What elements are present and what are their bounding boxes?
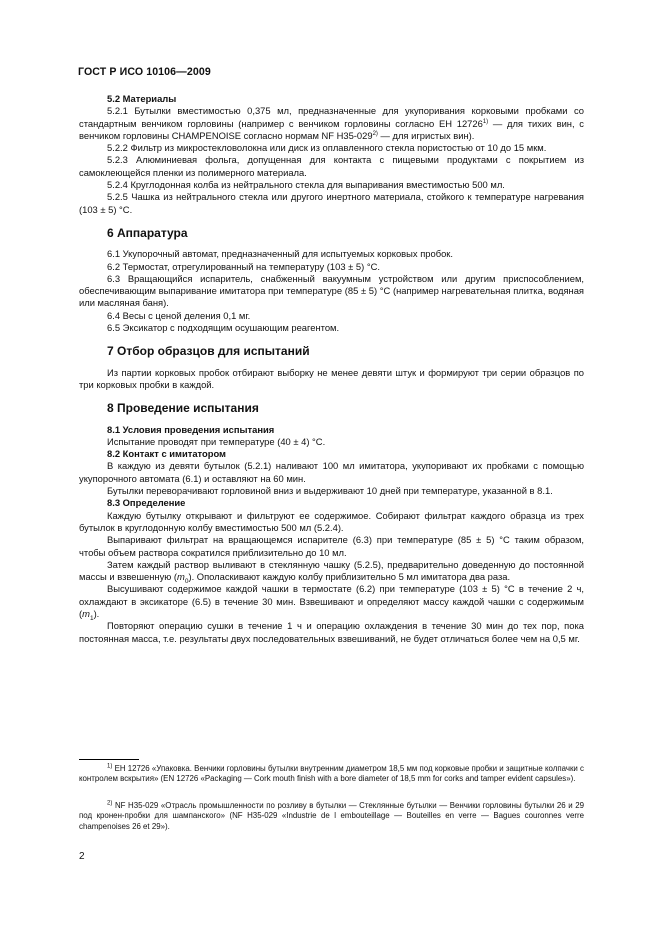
list-item: 6.1 Укупорочный автомат, предназначенный для испытуемых корковых пробок. — [107, 248, 453, 260]
section-7-text: Из партии корковых пробок отбирают выборку не менее девяти штук и формируют три серии образцов по три корковых пробки в каждой. — [79, 366, 584, 390]
paragraph-5-2-4: 5.2.4 Круглодонная колба из нейтрального стекла для выпаривания вместимостью 500 мл. — [107, 179, 505, 191]
section-8-3-paragraph: Затем каждый раствор выливают в стеклянную чашку (5.2.5), предварительно доведенную до постоянной массы и взвешенную $(m_0)$. Ополаскивают каждую колбу приблизительно 5 мл имитатора два раза. — [79, 558, 584, 585]
paragraph-5-2-5: 5.2.5 Чашка из нейтрального стекла или другого инертного материала, стойкого к температуре нагревания (103 ± 5) °С. — [79, 191, 584, 215]
section-8-3-paragraph: Повторяют операцию сушки в течение 1 ч и операцию охлаждения в течение 30 мин до тех пор, пока постоянная масса, т.е. результаты двух последовательных взвешиваний, не будет отличаться более чем на 0,5 мг. — [79, 620, 584, 644]
mass-variable: m — [82, 607, 90, 619]
page-number: 2 — [79, 851, 85, 862]
mass-subscript: 0 — [184, 577, 189, 585]
footnote-1: $^{1)}$ ЕН 12726 «Упаковка. Венчики горловины бутылки внутренним диаметром 18,5 мм под корковые пробки и защитные колпачки с контролем вскрытия» (EN 12726 «Packaging — Cork mouth finish with a bore diameter of 18,5 mm for corks and tamper evident capsules»). — [79, 763, 584, 784]
list-item: 6.5 Эксикатор с подходящим осушающим реагентом. — [107, 322, 340, 334]
paragraph-5-2-3: 5.2.3 Алюминиевая фольга, допущенная для контакта с пищевыми продуктами с покрытием из самоклеющейся пленки из полимерного материала. — [79, 154, 584, 178]
footnote-mark: 2) — [107, 800, 113, 807]
section-8-2-paragraph: Бутылки переворачивают горловиной вниз и выдерживают 10 дней при температуре, указанной в 8.1. — [107, 485, 553, 497]
section-8-3-title: 8.3 Определение — [107, 497, 186, 509]
section-6-heading: 6 Аппаратура — [107, 225, 188, 240]
footnote-ref-2: 2) — [372, 130, 378, 137]
section-8-2-title: 8.2 Контакт с имитатором — [107, 448, 226, 460]
footnote-2: $^{2)}$ NF Н35-029 «Отрасль промышленности по розливу в бутылки — Стеклянные бутылки — Венчики горловины бутылки 26 и 29 под кронен-пробки для шампанского» (NF Н35-029 «Industrie de l embouteillage — Bouteilles en verre — Bagues couronnes verre champenoises 26 et 29»). — [79, 800, 584, 831]
list-item: 6.4 Весы с ценой деления 0,1 мг. — [107, 309, 251, 321]
section-8-heading: 8 Проведение испытания — [107, 401, 259, 416]
paragraph-5-2-1: 5.2.1 Бутылки вместимостью 0,375 мл, предназначенные для укупоривания корковыми пробками со стандартным венчиком горловины (например с венчиком горловины согласно ЕН 12726$^{1)}$ — для тихих вин, с венчиком горловины CHAMPENOISE согласно нормам NF Н35-029$^{2)}$ — для игристых вин). — [79, 105, 584, 141]
section-7-heading: 7 Отбор образцов для испытаний — [107, 344, 310, 359]
section-8-1-title: 8.1 Условия проведения испытания — [107, 423, 275, 435]
footnote-mark: 1) — [107, 763, 113, 770]
document-header: ГОСТ Р ИСО 10106—2009 — [78, 66, 211, 78]
mass-subscript: 1 — [89, 614, 94, 622]
list-item: 6.2 Термостат, отрегулированный на температуру (103 ± 5) °С. — [107, 260, 380, 272]
footnote-divider — [79, 759, 139, 760]
section-8-3-paragraph: Каждую бутылку открывают и фильтруют ее содержимое. Собирают фильтрат каждого образца из трех бутылок в круглодонную колбу вместимостью 500 мл (5.2.4). — [79, 509, 584, 533]
section-8-2-paragraph: В каждую из девяти бутылок (5.2.1) наливают 100 мл имитатора, укупоривают их пробками с помощью укупорочного автомата (6.1) и оставляют на 60 мин. — [79, 460, 584, 484]
section-8-1-text: Испытание проводят при температуре (40 ± 4) °С. — [107, 435, 326, 447]
mass-variable: m — [177, 571, 185, 583]
list-item: 6.3 Вращающийся испаритель, снабженный вакуумным устройством или другим приспособлением, обеспечивающим выпаривание имитатора при температуре (85 ± 5) °С (например нагревательная плитка, водяная или масляная баня). — [79, 272, 584, 309]
page-content — [79, 93, 584, 645]
section-8-3-paragraph: Высушивают содержимое каждой чашки в термостате (6.2) при температуре (103 ± 5) °С в течение 2 ч, охлаждают в эксикаторе (6.5) в течение 30 мин. Взвешивают и определяют массу каждой чашки с содержимым $(m_1)$. — [79, 583, 584, 622]
section-5-2-title: 5.2 Материалы — [107, 93, 177, 104]
section-8-3-paragraph: Выпаривают фильтрат на вращающемся испарителе (6.3) при температуре (85 ± 5) °С таким образом, чтобы объем раствора сократился приблизительно до 10 мл. — [79, 534, 584, 558]
paragraph-5-2-2: 5.2.2 Фильтр из микростекловолокна или диск из оплавленного стекла пористостью от 10 до 15 мкм. — [107, 142, 547, 154]
footnote-ref-1: 1) — [482, 118, 489, 125]
